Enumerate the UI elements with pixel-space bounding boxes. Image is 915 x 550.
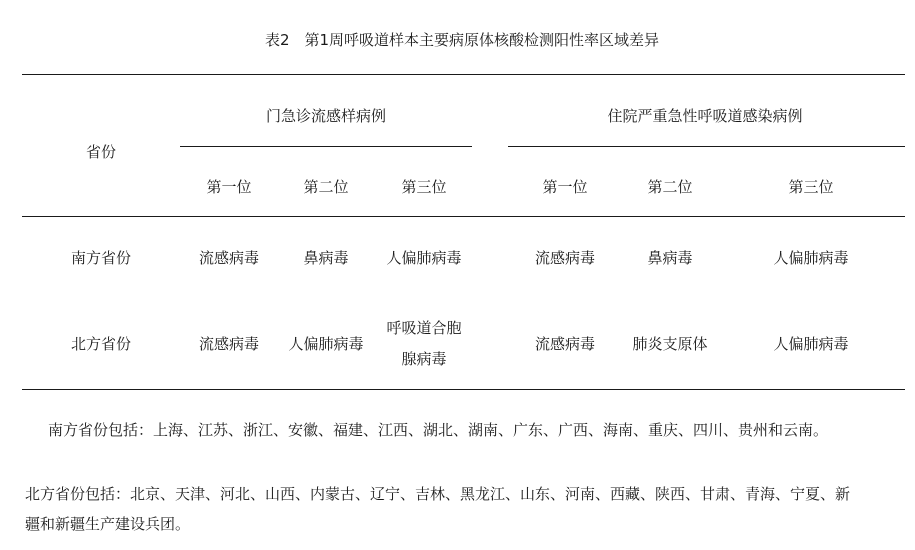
rank-header-2: 第二位 [303, 178, 349, 196]
table-cell: 人偏肺病毒 [288, 335, 364, 353]
table-cell: 人偏肺病毒 [773, 249, 849, 267]
table-cell-line2: 腺病毒 [401, 350, 447, 368]
top-rule [22, 74, 905, 75]
rank-header-6: 第三位 [788, 178, 834, 196]
table-cell: 流感病毒 [198, 335, 260, 353]
table-cell: 肺炎支原体 [632, 335, 708, 353]
north-provinces-note: 北方省份包括：北京、天津、河北、山西、内蒙古、辽宁、吉林、黑龙江、山东、河南、西藏、陕西、甘肃、青海、宁夏、新 [25, 485, 851, 503]
table-cell: 鼻病毒 [647, 249, 693, 267]
rank-header-5: 第二位 [647, 178, 693, 196]
south-provinces-note: 南方省份包括：上海、江苏、浙江、安徽、福建、江西、湖北、湖南、广东、广西、海南、重庆、四川、贵州和云南。 [48, 421, 829, 439]
row-label-north: 北方省份 [70, 335, 132, 353]
north-provinces-note-line2: 疆和新疆生产建设兵团。 [25, 515, 191, 533]
table-cell: 鼻病毒 [303, 249, 349, 267]
row-label-south: 南方省份 [70, 249, 132, 267]
rank-header-4: 第一位 [542, 178, 588, 196]
table-cell: 呼吸道合胞 [386, 319, 462, 337]
rank-header-3: 第三位 [401, 178, 447, 196]
inpatient-sari-header: 住院严重急性呼吸道感染病例 [607, 107, 803, 125]
table-title: 表2 第1周呼吸道样本主要病原体核酸检测阳性率区域差异 [264, 31, 660, 49]
province-header: 省份 [85, 143, 117, 161]
header-rule [22, 216, 905, 217]
group1-underline [180, 146, 472, 147]
bottom-rule [22, 389, 905, 390]
table-cell: 人偏肺病毒 [773, 335, 849, 353]
table-cell: 流感病毒 [534, 335, 596, 353]
outpatient-ili-header: 门急诊流感样病例 [265, 107, 387, 125]
rank-header-1: 第一位 [206, 178, 252, 196]
table-cell: 人偏肺病毒 [386, 249, 462, 267]
group2-underline [508, 146, 905, 147]
table-cell: 流感病毒 [534, 249, 596, 267]
table-cell: 流感病毒 [198, 249, 260, 267]
